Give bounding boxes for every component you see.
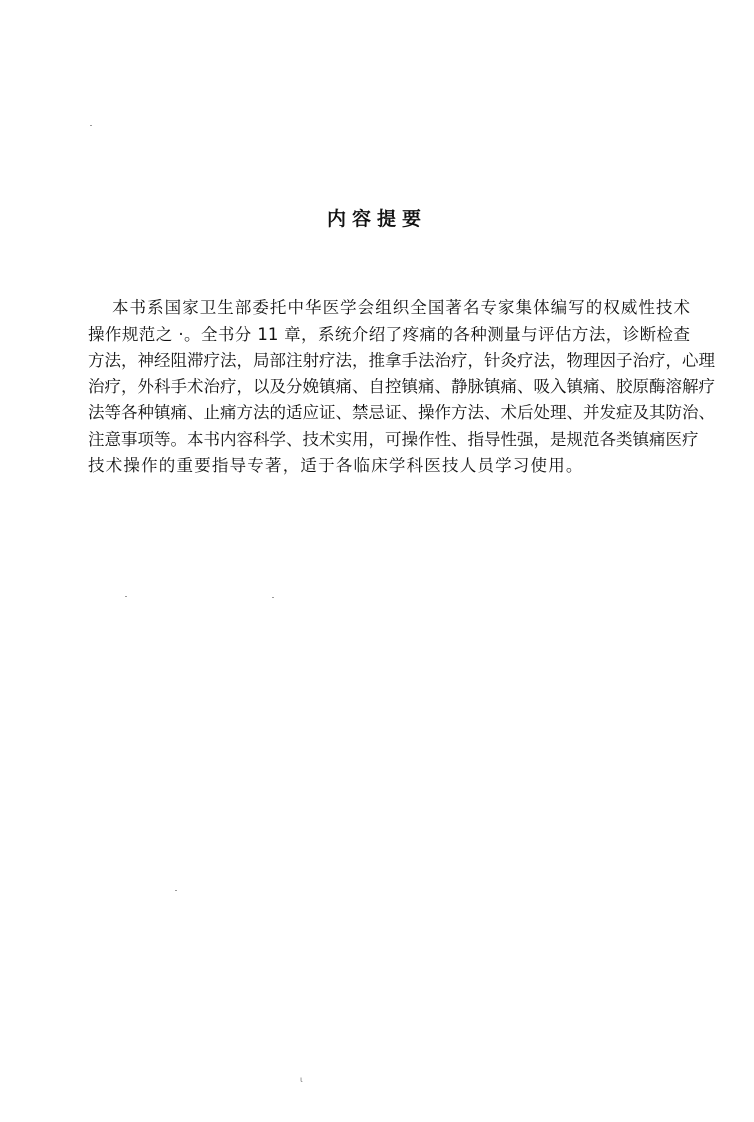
paragraph-line: 本书系国家卫生部委托中华医学会组织全国著名专家集体编写的权威性技术 — [112, 298, 690, 317]
paragraph-line: 方法，神经阻滞疗法，局部注射疗法，推拿手法治疗，针灸疗法，物理因子治疗，心理 — [88, 351, 715, 370]
scan-speck — [125, 596, 127, 597]
page-title: 内容提要 — [326, 208, 427, 230]
paragraph-line: 注意事项等。本书内容科学、技术实用，可操作性、指导性强，是规范各类镇痛医疗 — [88, 430, 699, 449]
paragraph-line: 技术操作的重要指导专著，适于各临床学科医技人员学习使用。 — [88, 456, 584, 475]
page-number: ι — [300, 1075, 303, 1084]
scan-speck — [175, 890, 177, 891]
scan-speck — [90, 125, 92, 126]
scan-speck — [272, 597, 274, 598]
paragraph-line: 治疗，外科手术治疗，以及分娩镇痛、自控镇痛、静脉镇痛、吸入镇痛、胶原酶溶解疗 — [88, 377, 715, 396]
paragraph-line: 法等各种镇痛、止痛方法的适应证、禁忌证、操作方法、术后处理、并发症及其防治、 — [88, 403, 715, 422]
paragraph-line: 操作规范之 ·。全书分 11 章，系统介绍了疼痛的各种测量与评估方法，诊断检查 — [88, 325, 690, 344]
